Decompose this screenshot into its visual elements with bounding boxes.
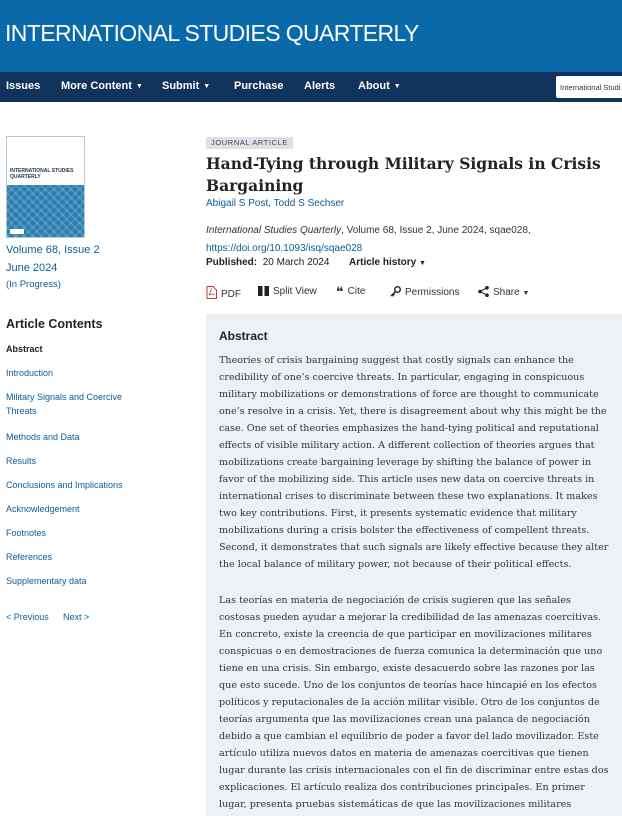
citation (206, 222, 616, 258)
article-title: Hand-Tying through Military Signals in Crisis Bargaining (206, 154, 601, 195)
share-button[interactable]: Share ▼ (478, 286, 529, 298)
nav-issues[interactable]: Issues (6, 80, 41, 92)
previous-link[interactable]: < Previous (6, 612, 49, 622)
article-history-toggle[interactable]: Article history ▼ (349, 257, 426, 268)
journal-title[interactable]: INTERNATIONAL STUDIES QUARTERLY (5, 20, 419, 46)
pdf-icon (206, 286, 217, 299)
split-view-icon (258, 286, 269, 296)
toc-abstract[interactable]: Abstract (6, 344, 43, 354)
abstract-paragraph-spanish: Las teorías en materia de negociación de crisis sugieren que las señales costosas pueden ayudar a mejorar la credibilidad de las amenazas coercitivas. En concreto, existe la creencia de que participar en movilizaciones militares conspicuas o en demostraciones de fuerza comunica la determinación que uno tiene en una crisis. Sin embargo, existe desacuerdo sobre las razones por las que esto sucede. Uno de los conjuntos de teorías hace hincapié en los efectos políticos y reputacionales de la acción militar visible. Otro de los conjuntos de teorías argumenta que las movilizaciones crean una palanca de negociación debido a que cambian el equilibrio de poder a favor del lado movilizador. Este artículo utiliza nuevos datos en materia de amenazas coercitivas que tienen lugar durante las crisis internacionales con el fin de discriminar entre estas dos explicaciones. El artículo realiza dos contribuciones principales. En primer lugar, presenta pruebas sistemáticas de que las movilizaciones militares (219, 595, 609, 810)
toc-supplementary[interactable]: Supplementary data (6, 576, 87, 586)
toc-military-signals[interactable]: Military Signals and Coercive Threats (6, 392, 123, 416)
toc-methods[interactable]: Methods and Data (6, 432, 80, 442)
nav-purchase[interactable]: Purchase (234, 80, 284, 92)
citation-journal: International Studies Quarterly (206, 225, 342, 236)
nav-about[interactable]: About ▼ (358, 80, 401, 92)
caret-down-icon: ▼ (203, 83, 211, 90)
masthead (0, 0, 622, 72)
toc-footnotes[interactable]: Footnotes (6, 528, 47, 538)
nav-submit[interactable]: Submit ▼ (162, 80, 211, 92)
author-list: Abigail S Post, Todd S Sechser (206, 198, 345, 209)
article-type-badge: JOURNAL ARTICLE (206, 137, 293, 149)
issue-date[interactable]: June 2024 (6, 262, 58, 274)
quote-icon: ❝ (336, 284, 344, 299)
share-icon (478, 286, 489, 297)
split-view-button[interactable]: Split View (258, 286, 317, 297)
caret-down-icon: ▼ (419, 260, 426, 267)
next-link[interactable]: Next > (63, 612, 90, 622)
toc-results[interactable]: Results (6, 456, 37, 466)
pdf-button[interactable]: PDF (206, 286, 241, 300)
toc-acknowledgement[interactable]: Acknowledgement (6, 504, 80, 514)
toc-references[interactable]: References (6, 552, 53, 562)
citation-details: , Volume 68, Issue 2, June 2024, sqae028, (341, 225, 531, 236)
cite-button[interactable]: ❝ Cite (336, 284, 366, 299)
caret-down-icon: ▼ (393, 83, 401, 90)
nav-alerts[interactable]: Alerts (304, 80, 336, 92)
published-date: 20 March 2024 (262, 257, 330, 268)
publisher-logo (10, 229, 24, 234)
main-nav (0, 72, 622, 102)
cover-title: INTERNATIONAL STUDIES QUARTERLY (10, 168, 74, 180)
abstract-section (206, 314, 622, 816)
toc-conclusions[interactable]: Conclusions and Implications (6, 480, 123, 490)
caret-down-icon: ▼ (135, 83, 143, 90)
search-input[interactable] (556, 76, 622, 98)
article-contents-heading: Article Contents (6, 317, 103, 331)
key-icon (390, 286, 401, 297)
published-info (206, 257, 329, 268)
issue-volume[interactable]: Volume 68, Issue 2 (6, 244, 100, 256)
permissions-button[interactable]: Permissions (390, 286, 459, 298)
abstract-paragraph-english: Theories of crisis bargaining suggest that costly signals can enhance the credibility of one’s coercive threats. In particular, engaging in conspicuous military mobilizations or demonstrations of force are thought to communicate one’s resolve in a crisis. Yet, there is disagreement about why this might be the case. One set of theories emphasizes the hand-tying political and reputational effects of visible military action. A different collection of theories argues that mobilizations create bargaining leverage by shifting the balance of power in favor of the mobilizing side. This article uses new data on coercive threats in international crises to discriminate between these two explanations. It makes two key contributions. First, it presents systematic evidence that military mobilizations during a crisis bolster the effectiveness of compellent threats. Second, it demonstrates that such signals are likely effective because they alter the local balance of military power, not because of their political effects. (219, 355, 609, 570)
author-link[interactable]: Abigail S Post (206, 198, 269, 209)
toc-introduction[interactable]: Introduction (6, 368, 54, 378)
abstract-heading: Abstract (219, 329, 268, 343)
search-box (556, 76, 622, 98)
author-link[interactable]: Todd S Sechser (273, 198, 345, 209)
caret-down-icon: ▼ (522, 290, 530, 297)
published-label: Published: (206, 257, 258, 268)
nav-more-content[interactable]: More Content ▼ (61, 80, 143, 92)
doi-link[interactable]: https://doi.org/10.1093/isq/sqae028 (206, 243, 363, 254)
issue-status: (In Progress) (6, 279, 61, 290)
issue-cover[interactable] (6, 136, 85, 238)
